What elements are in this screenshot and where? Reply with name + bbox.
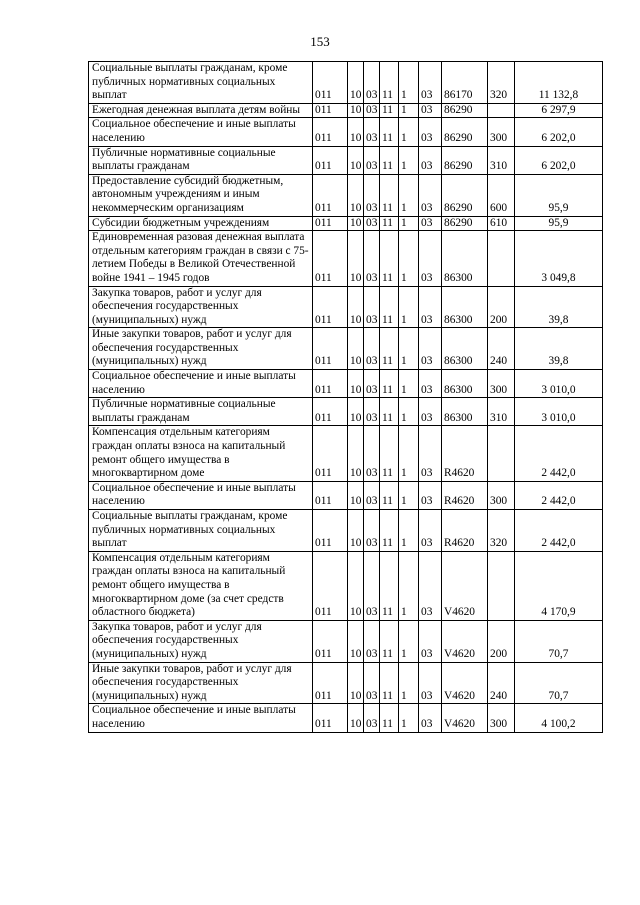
event-code: 03 [419,704,442,732]
subprogram-code: 1 [399,286,419,328]
table-row [89,62,603,104]
subsection-code: 03 [364,286,380,328]
expense-type-code: 600 [488,174,515,216]
ministry-code: 011 [313,103,348,118]
expense-type-code: 310 [488,146,515,174]
subsection-code: 03 [364,118,380,146]
row-name: Единовременная разовая денежная выплата отдельным категориям граждан в связи с 75- летием Победы в Великой Отечественной войне 1941 – 1945 годов [89,231,313,286]
amount: 3 010,0 [515,398,603,426]
row-name: Закупка товаров, работ и услуг для обеспечения государственных (муниципальных) нужд [89,286,313,328]
ministry-code: 011 [313,118,348,146]
expense-type-code: 240 [488,328,515,370]
direction-code: R4620 [442,510,488,552]
expense-type-code: 310 [488,398,515,426]
ministry-code: 011 [313,62,348,104]
subprogram-code: 1 [399,146,419,174]
expense-type-code: 300 [488,704,515,732]
row-name: Социальные выплаты гражданам, кроме публичных нормативных социальных выплат [89,62,313,104]
expense-type-code: 300 [488,118,515,146]
subprogram-code: 1 [399,174,419,216]
table-row [89,398,603,426]
expense-type-code: 200 [488,286,515,328]
direction-code: V4620 [442,551,488,620]
subsection-code: 03 [364,620,380,662]
ministry-code: 011 [313,426,348,481]
expense-type-code [488,551,515,620]
table-row [89,328,603,370]
budget-table [88,61,603,733]
event-code: 03 [419,216,442,231]
section-code: 10 [348,216,364,231]
table-row [89,704,603,732]
section-code: 10 [348,62,364,104]
event-code: 03 [419,328,442,370]
subprogram-code: 1 [399,481,419,509]
row-name: Социальное обеспечение и иные выплаты населению [89,118,313,146]
table-row [89,216,603,231]
row-name: Публичные нормативные социальные выплаты гражданам [89,398,313,426]
event-code: 03 [419,398,442,426]
ministry-code: 011 [313,620,348,662]
event-code: 03 [419,481,442,509]
subsection-code: 03 [364,662,380,704]
program-code: 11 [380,146,399,174]
section-code: 10 [348,662,364,704]
expense-type-code: 300 [488,481,515,509]
amount: 70,7 [515,662,603,704]
section-code: 10 [348,146,364,174]
amount: 6 297,9 [515,103,603,118]
expense-type-code [488,103,515,118]
ministry-code: 011 [313,551,348,620]
table-row [89,286,603,328]
subsection-code: 03 [364,370,380,398]
subsection-code: 03 [364,704,380,732]
amount: 2 442,0 [515,510,603,552]
page-number: 153 [310,34,330,49]
program-code: 11 [380,328,399,370]
subprogram-code: 1 [399,231,419,286]
direction-code: R4620 [442,481,488,509]
amount: 6 202,0 [515,118,603,146]
direction-code: R4620 [442,426,488,481]
row-name: Социальные выплаты гражданам, кроме публичных нормативных социальных выплат [89,510,313,552]
program-code: 11 [380,620,399,662]
table-row [89,510,603,552]
subsection-code: 03 [364,328,380,370]
section-code: 10 [348,481,364,509]
row-name: Компенсация отдельным категориям граждан оплаты взноса на капитальный ремонт общего имущества в многоквартирном доме (за счет средств областного бюджета) [89,551,313,620]
section-code: 10 [348,426,364,481]
table-row [89,231,603,286]
ministry-code: 011 [313,286,348,328]
amount: 39,8 [515,286,603,328]
program-code: 11 [380,174,399,216]
expense-type-code [488,426,515,481]
table-row [89,174,603,216]
amount: 3 010,0 [515,370,603,398]
row-name: Субсидии бюджетным учреждениям [89,216,313,231]
ministry-code: 011 [313,704,348,732]
section-code: 10 [348,103,364,118]
expense-type-code: 320 [488,510,515,552]
subsection-code: 03 [364,146,380,174]
subprogram-code: 1 [399,426,419,481]
program-code: 11 [380,510,399,552]
table-row [89,426,603,481]
row-name: Социальное обеспечение и иные выплаты населению [89,370,313,398]
section-code: 10 [348,118,364,146]
row-name: Компенсация отдельным категориям граждан оплаты взноса на капитальный ремонт общего имущества в многоквартирном доме [89,426,313,481]
program-code: 11 [380,103,399,118]
direction-code: 86300 [442,231,488,286]
amount: 3 049,8 [515,231,603,286]
section-code: 10 [348,231,364,286]
table-row [89,481,603,509]
section-code: 10 [348,370,364,398]
event-code: 03 [419,231,442,286]
program-code: 11 [380,704,399,732]
direction-code: 86290 [442,118,488,146]
amount: 2 442,0 [515,481,603,509]
amount: 4 170,9 [515,551,603,620]
direction-code: 86290 [442,146,488,174]
ministry-code: 011 [313,510,348,552]
expense-type-code: 610 [488,216,515,231]
event-code: 03 [419,174,442,216]
expense-type-code: 240 [488,662,515,704]
section-code: 10 [348,704,364,732]
subprogram-code: 1 [399,620,419,662]
direction-code: 86300 [442,370,488,398]
subprogram-code: 1 [399,510,419,552]
subsection-code: 03 [364,551,380,620]
ministry-code: 011 [313,216,348,231]
direction-code: 86290 [442,103,488,118]
ministry-code: 011 [313,146,348,174]
amount: 39,8 [515,328,603,370]
event-code: 03 [419,286,442,328]
subprogram-code: 1 [399,370,419,398]
program-code: 11 [380,398,399,426]
row-name: Иные закупки товаров, работ и услуг для обеспечения государственных (муниципальных) нужд [89,662,313,704]
subsection-code: 03 [364,231,380,286]
table-row [89,103,603,118]
table-row [89,551,603,620]
ministry-code: 011 [313,662,348,704]
subprogram-code: 1 [399,328,419,370]
subprogram-code: 1 [399,62,419,104]
subsection-code: 03 [364,216,380,231]
section-code: 10 [348,174,364,216]
row-name: Предоставление субсидий бюджетным, автономным учреждениям и иным некоммерческим организациям [89,174,313,216]
event-code: 03 [419,551,442,620]
ministry-code: 011 [313,398,348,426]
amount: 6 202,0 [515,146,603,174]
section-code: 10 [348,328,364,370]
program-code: 11 [380,216,399,231]
direction-code: 86300 [442,286,488,328]
row-name: Ежегодная денежная выплата детям войны [89,103,313,118]
section-code: 10 [348,620,364,662]
budget-table-body [89,62,603,733]
expense-type-code: 300 [488,370,515,398]
section-code: 10 [348,398,364,426]
table-row [89,118,603,146]
table-row [89,620,603,662]
subsection-code: 03 [364,481,380,509]
subprogram-code: 1 [399,704,419,732]
amount: 2 442,0 [515,426,603,481]
event-code: 03 [419,103,442,118]
subprogram-code: 1 [399,103,419,118]
subprogram-code: 1 [399,118,419,146]
event-code: 03 [419,62,442,104]
amount: 70,7 [515,620,603,662]
program-code: 11 [380,231,399,286]
event-code: 03 [419,620,442,662]
event-code: 03 [419,370,442,398]
event-code: 03 [419,510,442,552]
program-code: 11 [380,481,399,509]
section-code: 10 [348,286,364,328]
expense-type-code: 200 [488,620,515,662]
amount: 95,9 [515,216,603,231]
row-name: Иные закупки товаров, работ и услуг для обеспечения государственных (муниципальных) нужд [89,328,313,370]
row-name: Публичные нормативные социальные выплаты гражданам [89,146,313,174]
program-code: 11 [380,370,399,398]
direction-code: 86300 [442,328,488,370]
direction-code: 86290 [442,174,488,216]
subsection-code: 03 [364,174,380,216]
subprogram-code: 1 [399,551,419,620]
subprogram-code: 1 [399,662,419,704]
amount: 11 132,8 [515,62,603,104]
event-code: 03 [419,118,442,146]
subsection-code: 03 [364,103,380,118]
row-name: Закупка товаров, работ и услуг для обеспечения государственных (муниципальных) нужд [89,620,313,662]
table-row [89,146,603,174]
table-row [89,370,603,398]
direction-code: V4620 [442,620,488,662]
event-code: 03 [419,146,442,174]
program-code: 11 [380,62,399,104]
section-code: 10 [348,510,364,552]
event-code: 03 [419,662,442,704]
direction-code: V4620 [442,704,488,732]
subsection-code: 03 [364,426,380,481]
subprogram-code: 1 [399,398,419,426]
row-name: Социальное обеспечение и иные выплаты населению [89,704,313,732]
amount: 95,9 [515,174,603,216]
ministry-code: 011 [313,481,348,509]
program-code: 11 [380,426,399,481]
program-code: 11 [380,286,399,328]
program-code: 11 [380,118,399,146]
expense-type-code: 320 [488,62,515,104]
subsection-code: 03 [364,510,380,552]
subsection-code: 03 [364,62,380,104]
direction-code: 86170 [442,62,488,104]
program-code: 11 [380,662,399,704]
program-code: 11 [380,551,399,620]
ministry-code: 011 [313,328,348,370]
amount: 4 100,2 [515,704,603,732]
event-code: 03 [419,426,442,481]
subsection-code: 03 [364,398,380,426]
ministry-code: 011 [313,174,348,216]
table-row [89,662,603,704]
direction-code: V4620 [442,662,488,704]
row-name: Социальное обеспечение и иные выплаты населению [89,481,313,509]
expense-type-code [488,231,515,286]
direction-code: 86300 [442,398,488,426]
subprogram-code: 1 [399,216,419,231]
section-code: 10 [348,551,364,620]
ministry-code: 011 [313,231,348,286]
direction-code: 86290 [442,216,488,231]
ministry-code: 011 [313,370,348,398]
